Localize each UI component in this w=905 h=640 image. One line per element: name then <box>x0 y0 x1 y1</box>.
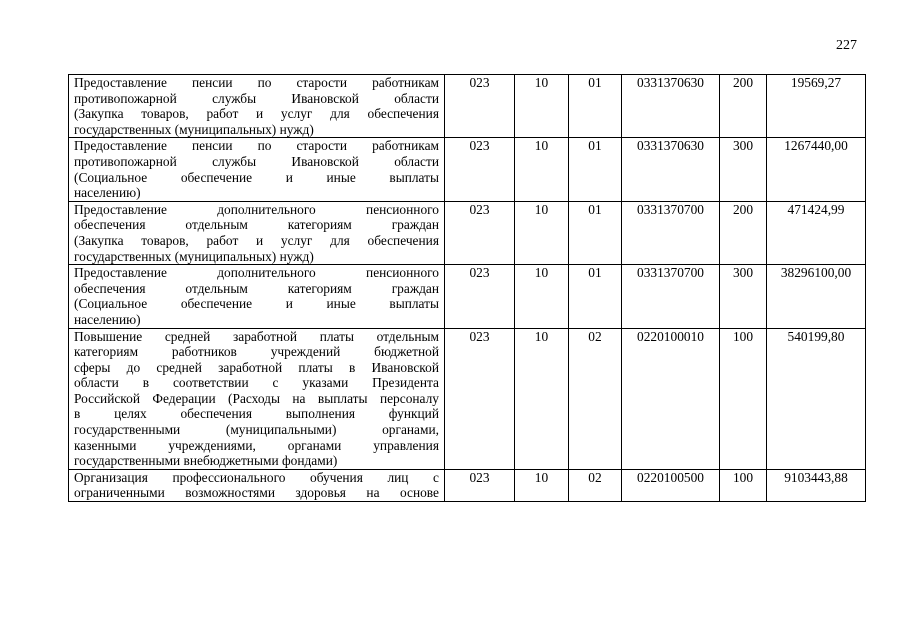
table-row <box>69 469 866 501</box>
subsection-cell: 01 <box>569 201 622 264</box>
section-cell: 10 <box>515 201 569 264</box>
row-name-line: в целях обеспечения выполнения функций <box>74 406 439 422</box>
row-name-line: обеспечения отдельным категориям граждан <box>74 217 439 233</box>
amount-cell: 1267440,00 <box>767 138 866 201</box>
expense-type-cell: 100 <box>720 469 767 501</box>
row-name-line: (Социальное обеспечение и иные выплаты <box>74 296 439 312</box>
row-name-line: сферы до средней заработной платы в Ивановской <box>74 359 439 375</box>
subsection-cell: 01 <box>569 265 622 328</box>
subsection-cell: 01 <box>569 138 622 201</box>
ministry-cell: 023 <box>445 75 515 138</box>
target-article-cell: 0331370700 <box>622 265 720 328</box>
target-article-cell: 0331370630 <box>622 75 720 138</box>
row-name-line: населению) <box>74 311 141 327</box>
row-name-line: Предоставление пенсии по старости работникам <box>74 138 439 154</box>
row-name-line: Предоставление дополнительного пенсионного <box>74 201 439 217</box>
row-name-line: ограниченными возможностями здоровья на основе <box>74 485 439 501</box>
row-name-line: (Закупка товаров, работ и услуг для обеспечения <box>74 106 439 122</box>
section-cell: 10 <box>515 265 569 328</box>
amount-cell: 38296100,00 <box>767 265 866 328</box>
subsection-cell: 02 <box>569 328 622 469</box>
section-cell: 10 <box>515 75 569 138</box>
row-name-line: Российской Федерации (Расходы на выплаты персоналу <box>74 390 439 406</box>
row-name-line: государственными (муниципальными) органами, <box>74 422 439 438</box>
subsection-cell: 01 <box>569 75 622 138</box>
expense-type-cell: 300 <box>720 138 767 201</box>
row-name-line: противопожарной службы Ивановской области <box>74 153 439 169</box>
table-row <box>69 328 866 469</box>
expense-type-cell: 200 <box>720 75 767 138</box>
ministry-cell: 023 <box>445 201 515 264</box>
row-name-line: противопожарной службы Ивановской области <box>74 90 439 106</box>
row-name-line: Предоставление дополнительного пенсионного <box>74 265 439 281</box>
row-name-line: Повышение средней заработной платы отдельным <box>74 328 439 344</box>
ministry-cell: 023 <box>445 265 515 328</box>
expense-type-cell: 100 <box>720 328 767 469</box>
ministry-cell: 023 <box>445 138 515 201</box>
row-name-cell <box>69 469 445 501</box>
row-name-line: государственных (муниципальных) нужд) <box>74 248 314 264</box>
amount-cell: 471424,99 <box>767 201 866 264</box>
row-name-line: населению) <box>74 185 141 201</box>
amount-cell: 540199,80 <box>767 328 866 469</box>
row-name-cell <box>69 265 445 328</box>
subsection-cell: 02 <box>569 469 622 501</box>
table-row <box>69 265 866 328</box>
row-name-line: казенными учреждениями, органами управления <box>74 437 439 453</box>
target-article-cell: 0331370630 <box>622 138 720 201</box>
amount-cell: 9103443,88 <box>767 469 866 501</box>
target-article-cell: 0220100010 <box>622 328 720 469</box>
row-name-line: (Социальное обеспечение и иные выплаты <box>74 169 439 185</box>
row-name-cell <box>69 138 445 201</box>
ministry-cell: 023 <box>445 469 515 501</box>
target-article-cell: 0220100500 <box>622 469 720 501</box>
table-row <box>69 75 866 138</box>
table-row <box>69 201 866 264</box>
section-cell: 10 <box>515 328 569 469</box>
row-name-line: области в соответствии с указами Президента <box>74 375 439 391</box>
row-name-line: Предоставление пенсии по старости работникам <box>74 75 439 90</box>
table-row <box>69 138 866 201</box>
row-name-line: (Закупка товаров, работ и услуг для обеспечения <box>74 232 439 248</box>
budget-table <box>68 74 866 502</box>
row-name-line: обеспечения отдельным категориям граждан <box>74 280 439 296</box>
ministry-cell: 023 <box>445 328 515 469</box>
expense-type-cell: 300 <box>720 265 767 328</box>
row-name-line: категориям работников учреждений бюджетной <box>74 344 439 360</box>
row-name-cell <box>69 75 445 138</box>
amount-cell: 19569,27 <box>767 75 866 138</box>
expense-type-cell: 200 <box>720 201 767 264</box>
target-article-cell: 0331370700 <box>622 201 720 264</box>
row-name-line: государственных (муниципальных) нужд) <box>74 121 314 137</box>
section-cell: 10 <box>515 469 569 501</box>
row-name-line: государственными внебюджетными фондами) <box>74 453 338 469</box>
section-cell: 10 <box>515 138 569 201</box>
row-name-line: Организация профессионального обучения лиц с <box>74 469 439 485</box>
row-name-cell <box>69 328 445 469</box>
page-number: 227 <box>836 38 857 53</box>
row-name-cell <box>69 201 445 264</box>
